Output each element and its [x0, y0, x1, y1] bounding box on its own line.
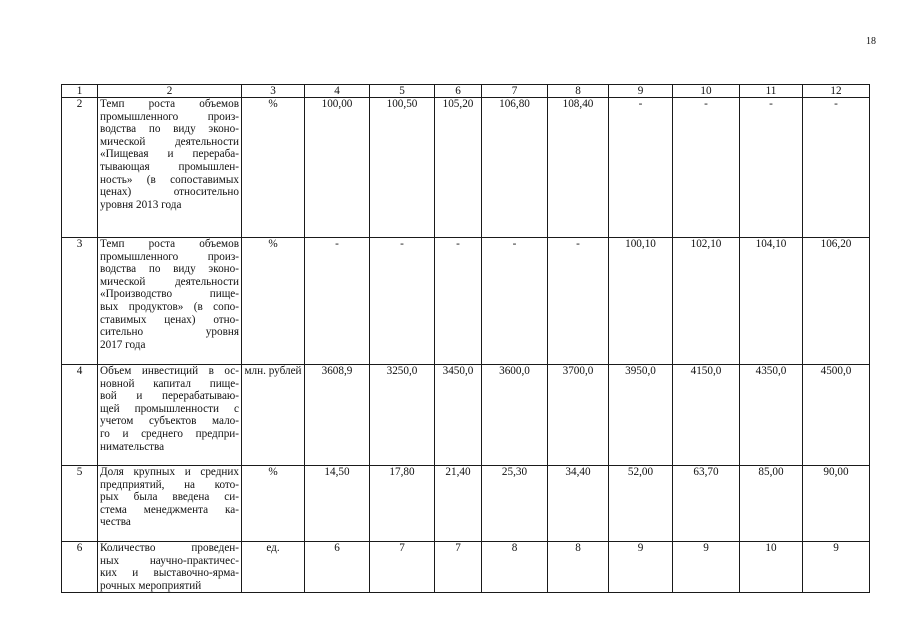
- table-row: [62, 466, 870, 542]
- value-cell: 100,00: [305, 98, 370, 238]
- value-cell: 7: [370, 542, 435, 593]
- value-cell: 8: [548, 542, 609, 593]
- indicator-name-line: промышленного произ-: [100, 110, 239, 123]
- indicator-name-line: нимательства: [100, 440, 165, 453]
- indicator-name-line: ность» (в сопоставимых: [100, 173, 239, 186]
- value-cell: 9: [673, 542, 740, 593]
- unit-cell: млн. рублей: [242, 365, 305, 466]
- value-cell: 3700,0: [548, 365, 609, 466]
- header-cell: 10: [673, 85, 740, 98]
- indicator-name-line: ценах) относительно: [100, 186, 239, 199]
- header-cell: 8: [548, 85, 609, 98]
- header-cell: 1: [62, 85, 98, 98]
- value-cell: 4500,0: [803, 365, 870, 466]
- indicator-name-line: мической деятельности: [100, 135, 239, 148]
- value-cell: 7: [435, 542, 482, 593]
- unit-cell: ед.: [242, 542, 305, 593]
- unit-cell: %: [242, 98, 305, 238]
- header-cell: 5: [370, 85, 435, 98]
- value-cell: -: [305, 238, 370, 365]
- indicator-name: [98, 238, 242, 365]
- indicator-name-line: вой и перерабатываю-: [100, 390, 239, 403]
- value-cell: 3450,0: [435, 365, 482, 466]
- value-cell: 90,00: [803, 466, 870, 542]
- value-cell: 17,80: [370, 466, 435, 542]
- indicator-name-line: уровня 2013 года: [100, 198, 182, 211]
- value-cell: 63,70: [673, 466, 740, 542]
- value-cell: 10: [740, 542, 803, 593]
- value-cell: 3608,9: [305, 365, 370, 466]
- unit-cell: %: [242, 466, 305, 542]
- value-cell: -: [740, 98, 803, 238]
- value-cell: 106,80: [482, 98, 548, 238]
- value-cell: 9: [609, 542, 673, 593]
- indicator-name-line: предприятий, на кото-: [100, 478, 239, 491]
- value-cell: -: [548, 238, 609, 365]
- value-cell: 14,50: [305, 466, 370, 542]
- value-cell: -: [803, 98, 870, 238]
- value-cell: 102,10: [673, 238, 740, 365]
- value-cell: 3950,0: [609, 365, 673, 466]
- indicator-name-line: Количество проведен-: [100, 542, 239, 554]
- indicator-name-line: «Пищевая и перераба-: [100, 148, 239, 161]
- indicator-name: [98, 542, 242, 593]
- value-cell: 21,40: [435, 466, 482, 542]
- header-cell: 9: [609, 85, 673, 98]
- row-number: 5: [62, 466, 98, 542]
- value-cell: 100,50: [370, 98, 435, 238]
- indicator-name-line: учетом субъектов мало-: [100, 415, 239, 428]
- table-row: [62, 365, 870, 466]
- value-cell: 4150,0: [673, 365, 740, 466]
- table-row: [62, 98, 870, 238]
- indicator-name: [98, 98, 242, 238]
- row-number: 4: [62, 365, 98, 466]
- value-cell: 9: [803, 542, 870, 593]
- header-cell: 3: [242, 85, 305, 98]
- value-cell: 104,10: [740, 238, 803, 365]
- indicator-name-line: ставимых ценах) отно-: [100, 313, 239, 326]
- indicator-name-line: водства по виду эконо-: [100, 123, 239, 136]
- indicator-name: [98, 365, 242, 466]
- indicator-name-line: новной капитал пище-: [100, 377, 239, 390]
- indicator-name-line: промышленного произ-: [100, 250, 239, 263]
- value-cell: 3600,0: [482, 365, 548, 466]
- value-cell: -: [609, 98, 673, 238]
- indicator-name-line: Темп роста объемов: [100, 238, 239, 250]
- unit-cell: %: [242, 238, 305, 365]
- indicator-name-line: го и среднего предпри-: [100, 427, 239, 440]
- indicator-name-line: стема менеджмента ка-: [100, 503, 239, 516]
- indicator-name-line: «Производство пище-: [100, 288, 239, 301]
- indicator-name-line: щей промышленности с: [100, 402, 239, 415]
- indicator-name-line: 2017 года: [100, 338, 146, 351]
- header-cell: 7: [482, 85, 548, 98]
- value-cell: 25,30: [482, 466, 548, 542]
- row-number: 3: [62, 238, 98, 365]
- value-cell: -: [435, 238, 482, 365]
- header-cell: 11: [740, 85, 803, 98]
- header-row: [62, 85, 870, 98]
- row-number: 2: [62, 98, 98, 238]
- value-cell: 4350,0: [740, 365, 803, 466]
- indicator-table: [61, 84, 870, 593]
- header-cell: 2: [98, 85, 242, 98]
- indicator-name-line: сительно уровня: [100, 326, 239, 339]
- row-number: 6: [62, 542, 98, 593]
- indicator-name-line: рочных мероприятий: [100, 579, 202, 592]
- value-cell: -: [482, 238, 548, 365]
- table-body: [62, 85, 870, 593]
- value-cell: 3250,0: [370, 365, 435, 466]
- indicator-name-line: тывающая промышлен-: [100, 160, 239, 173]
- value-cell: 8: [482, 542, 548, 593]
- value-cell: 106,20: [803, 238, 870, 365]
- indicator-name-line: Доля крупных и средних: [100, 466, 239, 478]
- indicator-name-line: Объем инвестиций в ос-: [100, 365, 239, 377]
- value-cell: 100,10: [609, 238, 673, 365]
- header-cell: 6: [435, 85, 482, 98]
- header-cell: 12: [803, 85, 870, 98]
- value-cell: 105,20: [435, 98, 482, 238]
- value-cell: -: [370, 238, 435, 365]
- indicator-name-line: мической деятельности: [100, 275, 239, 288]
- indicator-name-line: вых продуктов» (в сопо-: [100, 300, 239, 313]
- value-cell: 108,40: [548, 98, 609, 238]
- indicator-name-line: ких и выставочно-ярма-: [100, 567, 239, 580]
- indicator-name-line: Темп роста объемов: [100, 98, 239, 110]
- value-cell: 34,40: [548, 466, 609, 542]
- value-cell: -: [673, 98, 740, 238]
- indicator-name: [98, 466, 242, 542]
- table-row: [62, 542, 870, 593]
- indicator-name-line: ных научно-практичес-: [100, 554, 239, 567]
- value-cell: 6: [305, 542, 370, 593]
- page-number: 18: [866, 36, 876, 47]
- indicator-name-line: водства по виду эконо-: [100, 263, 239, 276]
- value-cell: 85,00: [740, 466, 803, 542]
- header-cell: 4: [305, 85, 370, 98]
- value-cell: 52,00: [609, 466, 673, 542]
- indicator-name-line: чества: [100, 516, 131, 529]
- indicator-name-line: рых была введена си-: [100, 491, 239, 504]
- table-row: [62, 238, 870, 365]
